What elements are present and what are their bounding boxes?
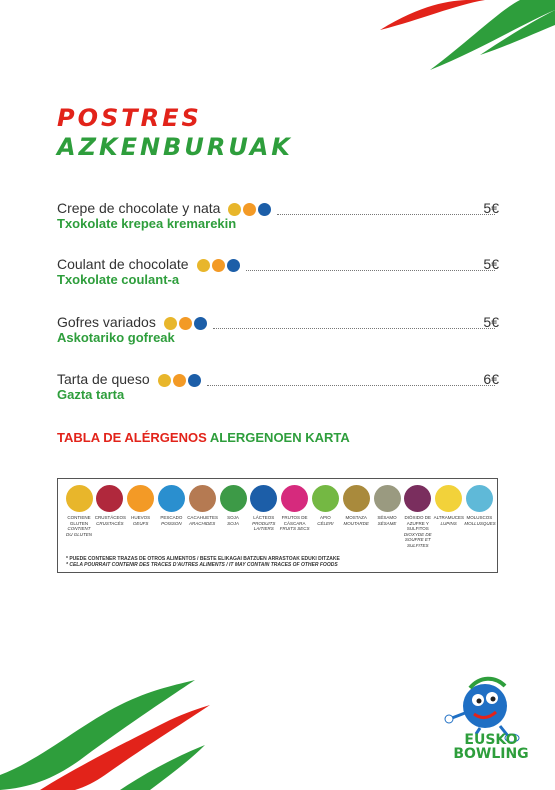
allergen-label-es: MOSTAZA bbox=[345, 515, 367, 520]
allergen-icon bbox=[374, 485, 401, 512]
allergen-label-fr: CÉLERI bbox=[317, 520, 334, 526]
allergen-label bbox=[187, 515, 217, 526]
milk-icon bbox=[188, 374, 201, 387]
allergen-label-es: DIÓXIDO DE AZUFRE Y SULFITOS bbox=[404, 515, 432, 531]
menu-item bbox=[57, 371, 499, 405]
allergen-item bbox=[341, 485, 371, 526]
allergen-label-fr: MOUTARDE bbox=[343, 520, 369, 526]
allergen-item bbox=[249, 485, 279, 532]
allergen-label-es: PESCADO bbox=[160, 515, 183, 520]
egg-icon bbox=[243, 203, 256, 216]
dot-leader bbox=[207, 375, 495, 386]
gluten-icon bbox=[228, 203, 241, 216]
dot-leader bbox=[277, 204, 495, 215]
allergen-icon bbox=[158, 485, 185, 512]
gluten-icon bbox=[158, 374, 171, 387]
allergen-label-fr: DIOXYDE DE SOUFRE ET SULFITES bbox=[403, 531, 432, 548]
allergen-note-fr-en: * CELA POURRAIT CONTENIR DES TRACES D'AUTRES ALIMENTS / IT MAY CONTAIN TRACES OF OTHER FOODS bbox=[66, 562, 338, 568]
milk-icon bbox=[227, 259, 240, 272]
item-name-es: Crepe de chocolate y nata bbox=[57, 200, 221, 216]
allergen-item bbox=[310, 485, 340, 526]
allergen-label-es: ALTRAMUCES bbox=[433, 515, 465, 520]
allergen-label bbox=[464, 515, 494, 526]
allergen-icon bbox=[312, 485, 339, 512]
allergen-label-es: FRUTOS DE CÁSCARA bbox=[281, 515, 308, 526]
item-price: 5€ bbox=[483, 256, 499, 272]
allergen-icon bbox=[66, 485, 93, 512]
allergen-label-es: APIO bbox=[320, 515, 331, 520]
allergen-label-fr: SOJA bbox=[227, 520, 239, 526]
allergen-label-fr: MOLLUSQUES bbox=[464, 520, 496, 526]
allergen-label bbox=[218, 515, 248, 526]
allergen-icon bbox=[127, 485, 154, 512]
item-name-eu: Askotariko gofreak bbox=[57, 330, 175, 345]
egg-icon bbox=[173, 374, 186, 387]
item-name-eu: Gazta tarta bbox=[57, 387, 125, 402]
allergen-label bbox=[403, 515, 433, 548]
allergen-label bbox=[434, 515, 464, 526]
allergen-icon bbox=[250, 485, 277, 512]
allergen-icons bbox=[158, 374, 201, 387]
allergen-icons bbox=[228, 203, 271, 216]
menu-item bbox=[57, 314, 499, 348]
allergen-label-fr: SÉSAME bbox=[377, 520, 397, 526]
allergen-label-es: MOLUSCOS bbox=[466, 515, 493, 520]
allergen-label-fr: FRUITS SECS bbox=[279, 526, 310, 531]
allergen-label-fr: CONTIENT DU GLUTEN bbox=[65, 526, 92, 537]
logo-line-1: EUSKO bbox=[464, 732, 518, 748]
dot-leader bbox=[213, 318, 495, 329]
allergen-label-es: LÁCTEOS bbox=[253, 515, 275, 520]
allergen-label bbox=[95, 515, 125, 526]
logo-wordmark bbox=[446, 733, 536, 761]
allergen-label bbox=[126, 515, 156, 526]
allergen-icon bbox=[281, 485, 308, 512]
allergen-label-es: CACAHUETES bbox=[187, 515, 218, 520]
allergen-icon bbox=[435, 485, 462, 512]
allergen-item bbox=[434, 485, 464, 526]
allergen-label-es: CONTIENE GLUTEN bbox=[67, 515, 91, 526]
menu-item bbox=[57, 200, 499, 234]
allergen-item bbox=[64, 485, 94, 537]
item-name-es: Gofres variados bbox=[57, 314, 156, 330]
gluten-icon bbox=[164, 317, 177, 330]
allergen-item bbox=[280, 485, 310, 532]
allergen-label-fr: POISSON bbox=[161, 520, 182, 526]
allergen-label-fr: ARACHIDES bbox=[189, 520, 216, 526]
allergen-icon bbox=[466, 485, 493, 512]
logo-line-2: BOWLING bbox=[453, 746, 529, 762]
allergen-label-es: SOJA bbox=[227, 515, 239, 520]
item-price: 5€ bbox=[483, 314, 499, 330]
menu-item bbox=[57, 256, 499, 290]
allergen-icon bbox=[343, 485, 370, 512]
allergen-icon bbox=[189, 485, 216, 512]
allergen-item bbox=[95, 485, 125, 526]
allergen-item bbox=[403, 485, 433, 548]
dot-leader bbox=[246, 260, 495, 271]
allergen-label-fr: CRUSTACÉS bbox=[96, 520, 124, 526]
title-basque: AZKENBURUAK bbox=[57, 133, 293, 161]
allergen-label bbox=[341, 515, 371, 526]
allergen-label bbox=[310, 515, 340, 526]
allergen-label-es: CRUSTÁCEOS bbox=[94, 515, 127, 520]
allergen-icon bbox=[220, 485, 247, 512]
allergen-label-fr: LUPINS bbox=[440, 520, 457, 526]
allergen-label bbox=[280, 515, 310, 532]
allergen-label bbox=[64, 515, 94, 537]
item-price: 6€ bbox=[483, 371, 499, 387]
item-price: 5€ bbox=[483, 200, 499, 216]
allergen-item bbox=[187, 485, 217, 526]
item-name-es: Tarta de queso bbox=[57, 371, 150, 387]
allergen-label-fr: OEUFS bbox=[132, 520, 149, 526]
allergen-icons bbox=[197, 259, 240, 272]
allergen-table bbox=[57, 478, 498, 573]
allergen-label-fr: PRODUITS LAITIERS bbox=[252, 520, 276, 531]
allergen-icon bbox=[96, 485, 123, 512]
item-name-eu: Txokolate krepea kremarekin bbox=[57, 216, 237, 231]
egg-icon bbox=[212, 259, 225, 272]
egg-icon bbox=[179, 317, 192, 330]
allergen-item bbox=[372, 485, 402, 526]
item-name-eu: Txokolate coulant-a bbox=[57, 272, 180, 287]
allergen-item bbox=[126, 485, 156, 526]
milk-icon bbox=[258, 203, 271, 216]
allergen-title-eu: ALERGENOEN KARTA bbox=[209, 430, 350, 445]
allergen-label bbox=[249, 515, 279, 532]
allergen-label-es: HUEVOS bbox=[131, 515, 151, 520]
milk-icon bbox=[194, 317, 207, 330]
allergen-item bbox=[218, 485, 248, 526]
allergen-icons bbox=[164, 317, 207, 330]
decorative-swoosh-top bbox=[360, 0, 555, 80]
allergen-icon bbox=[404, 485, 431, 512]
title-spanish: POSTRES bbox=[57, 104, 202, 132]
allergen-label-es: SÉSAMO bbox=[377, 515, 397, 520]
allergen-note-es-eu: * PUEDE CONTENER TRAZAS DE OTROS ALIMENTOS / BESTE ELIKAGAI BATZUEN ARRASTOAK EDUKI DITZAKE bbox=[66, 556, 340, 562]
allergen-title-es: TABLA DE ALÉRGENOS bbox=[57, 430, 207, 445]
decorative-swoosh-bottom bbox=[0, 680, 210, 790]
allergen-table-heading bbox=[57, 430, 350, 445]
allergen-item bbox=[464, 485, 494, 526]
gluten-icon bbox=[197, 259, 210, 272]
item-name-es: Coulant de chocolate bbox=[57, 256, 189, 272]
allergen-label bbox=[372, 515, 402, 526]
allergen-label bbox=[156, 515, 186, 526]
allergen-item bbox=[156, 485, 186, 526]
